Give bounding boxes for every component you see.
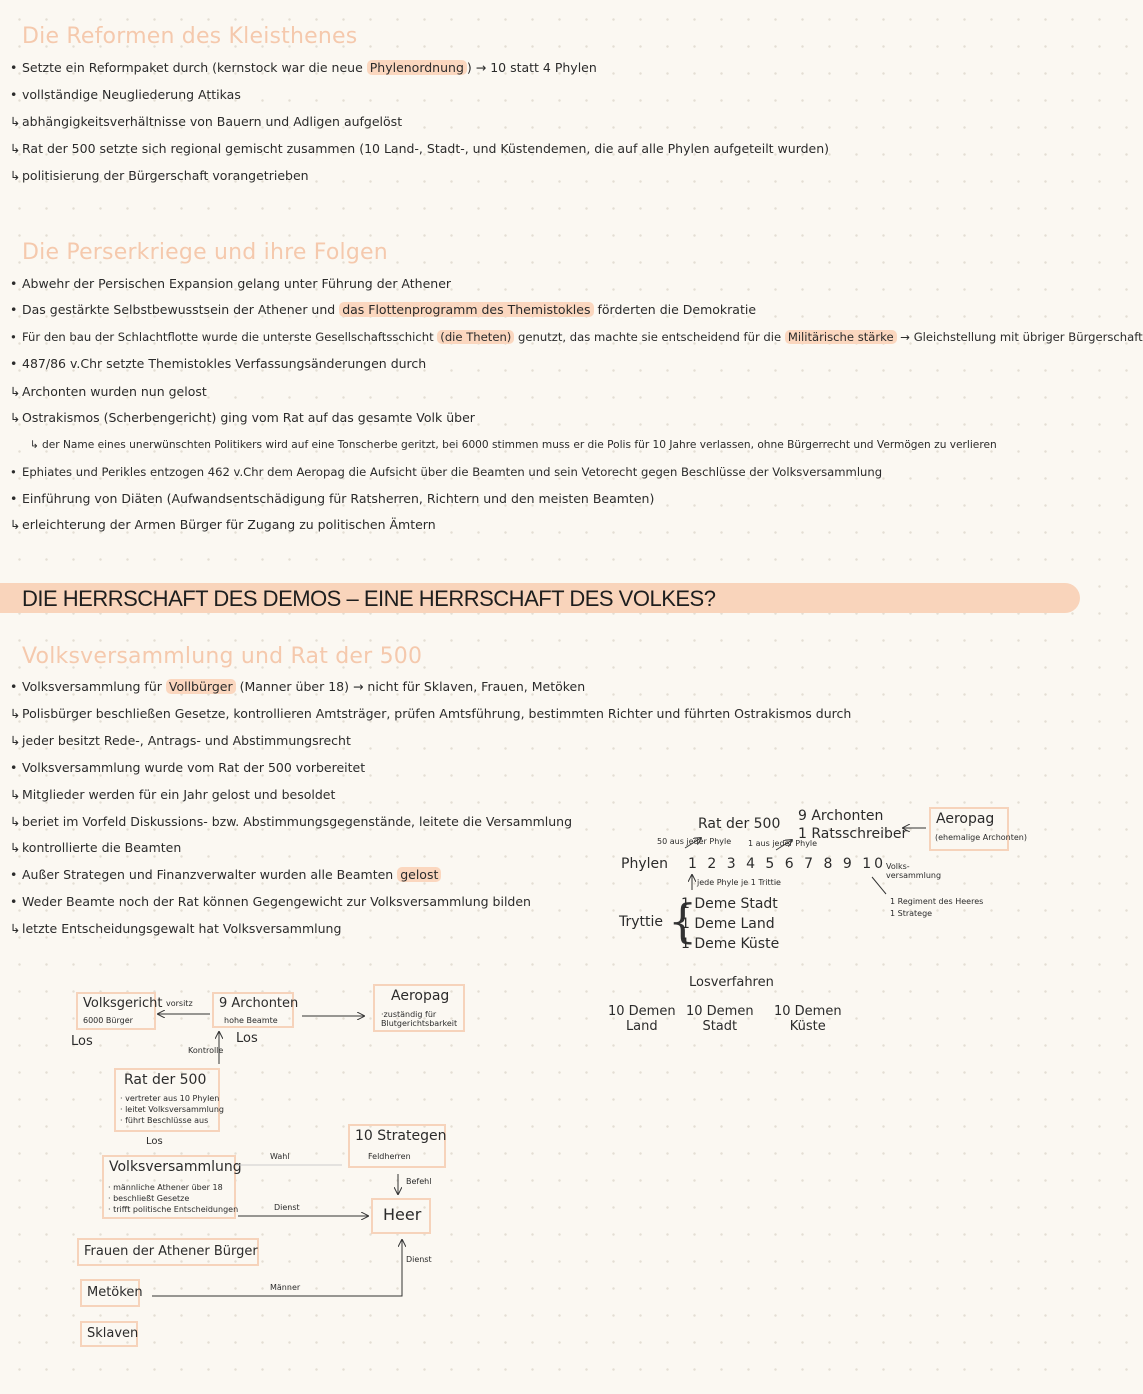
section-heading-perserkriege: Die Perserkriege und ihre Folgen [22,240,388,265]
deme-kueste: 1 Deme Küste [681,936,780,952]
losverfahren-label: Losverfahren [689,975,774,990]
dienst-label: Dienst [406,1255,432,1264]
list-item: ↳ letzte Entscheidungsgewalt hat Volksversammlung [10,921,342,936]
phylen-numbers: 1 2 3 4 5 6 7 8 9 10 [688,856,887,872]
vv-sub-1: · männliche Athener über 18 [108,1183,223,1192]
list-item: ↳ Polisbürger beschließen Gesetze, kontrollieren Amtsträger, prüfen Amtsführung, bestimmten Richter und führten Ostrakismos durch [10,706,852,721]
heer-label: Heer [383,1205,422,1224]
list-item: ↳ beriet im Vorfeld Diskussions- bzw. Abstimmungsgegenstände, leitete die Versammlung [10,814,573,829]
list-item: ↳ erleichterung der Armen Bürger für Zugang zu politischen Ämtern [10,517,436,532]
trittie-label: Tryttie [619,914,664,930]
rat-label: Rat der 500 [124,1072,207,1088]
list-item: ↳ politisierung der Bürgerschaft vorangetrieben [10,168,309,183]
maenner-label: Männer [270,1283,301,1292]
list-item: ↳ Ostrakismos (Scherbengericht) ging vom Rat auf das gesamte Volk über [10,410,475,425]
phylen-jede-note: jede Phyle je 1 Trittie [697,878,781,887]
phylen-label: Phylen [621,856,668,872]
section-heading-volksversammlung: Volksversammlung und Rat der 500 [22,644,423,669]
befehl-label: Befehl [406,1177,432,1186]
list-item: • Abwehr der Persischen Expansion gelang unter Führung der Athener [10,276,452,291]
demen-kueste: 10 Demen Küste [774,1004,842,1034]
phylen-fifty-note: 50 aus jeder Phyle [657,837,732,846]
dienst-label: Dienst [274,1203,300,1212]
phylen-rat-label: Rat der 500 [698,816,781,832]
rat-sub-2: · leitet Volksversammlung [120,1105,225,1114]
archonten-label: 9 Archonten [219,996,299,1011]
phylen-ratsschreiber-label: 1 Ratsschreiber [798,826,908,842]
aeropag-sub: ·zuständig für Blutgerichtsbarkeit [381,1010,458,1028]
list-item: ↳ abhängigkeitsverhältnisse von Bauern und Adligen aufgelöst [10,114,403,129]
demen-stadt: 10 Demen Stadt [686,1004,754,1034]
volksgericht-sub: 6000 Bürger [83,1016,133,1025]
vv-sub-2: · beschließt Gesetze [108,1194,190,1203]
volksgericht-label: Volksgericht [83,996,163,1011]
wahl-label: Wahl [270,1152,290,1161]
list-item: • Außer Strategen und Finanzverwalter wurden alle Beamten gelost [10,867,441,883]
deme-land: 1 Deme Land [681,916,775,932]
los-label: Los [236,1031,258,1046]
list-item: • 487/86 v.Chr setzte Themistokles Verfassungsänderungen durch [10,356,427,371]
list-item: • Setzte ein Reformpaket durch (kernstock war die neue Phylenordnung ) → 10 statt 4 Phylen [10,60,597,75]
phylen-regiment-note: 1 Regiment des Heeres [890,897,984,906]
vorsitz-label: vorsitz [166,999,193,1008]
phylen-aeropag-sub: (ehemalige Archonten) [935,833,1027,842]
volksversammlung-label: Volksversammlung [109,1159,242,1175]
phylen-one-each-note: 1 aus jeder Phyle [748,839,818,848]
list-item: • Ephiates und Perikles entzogen 462 v.Chr dem Aeropag die Aufsicht über die Beamten und sein Vetorecht gegen Beschlüsse der Volksversammlung [10,465,883,479]
los-label: Los [146,1136,163,1147]
phylen-aeropag-label: Aeropag [936,811,995,827]
los-label: Los [71,1034,93,1049]
archonten-sub: hohe Beamte [224,1016,278,1025]
deme-stadt: 1 Deme Stadt [681,896,778,912]
list-item: • Das gestärkte Selbstbewusstsein der Athener und das Flottenprogramm des Themistokles förderten die Demokratie [10,302,757,317]
banner-title: DIE HERRSCHAFT DES DEMOS – EINE HERRSCHAFT DES VOLKES? [22,586,716,611]
list-item: ↳ jeder besitzt Rede-, Antrags- und Abstimmungsrecht [10,733,351,748]
aeropag-label: Aeropag [391,988,450,1004]
list-item: • Volksversammlung für Vollbürger (Manner über 18) → nicht für Sklaven, Frauen, Metöken [10,679,586,694]
frauen-label: Frauen der Athener Bürger [84,1244,258,1259]
list-item: ↳ kontrollierte die Beamten [10,840,182,855]
kontrolle-label: Kontrolle [188,1046,224,1055]
list-item: • Weder Beamte noch der Rat können Gegengewicht zur Volksversammlung bilden [10,894,531,909]
sklaven-label: Sklaven [87,1326,139,1341]
metoeken-label: Metöken [87,1285,143,1300]
list-item: • Volksversammlung wurde vom Rat der 500 vorbereitet [10,760,366,775]
list-item: • Für den bau der Schlachtflotte wurde die unterste Gesellschaftsschicht (die Theten) genutzt, das machte sie entscheidend für die Militärische stärke → Gleichstellung mit übriger Bürgerschaft [10,330,1143,344]
list-item: • vollständige Neugliederung Attikas [10,87,241,102]
strategen-sub: Feldherren [368,1152,411,1161]
list-item: • Einführung von Diäten (Aufwandsentschädigung für Ratsherren, Richtern und den meisten Beamten) [10,491,655,506]
arrow-1-phyle [776,840,792,850]
strategen-label: 10 Strategen [355,1128,447,1144]
line-volksv-stratege [872,877,886,894]
arrow-50-phyle [685,838,701,848]
rat-sub-1: · vertreter aus 10 Phylen [120,1094,220,1103]
phylen-archonten-label: 9 Archonten [798,808,884,824]
list-item: ↳ Rat der 500 setzte sich regional gemischt zusammen (10 Land-, Stadt-, und Küstendemen, die auf alle Phylen aufgeteilt wurden) [10,141,830,156]
phylen-stratege-note: 1 Stratege [890,909,933,918]
list-item: ↳ Archonten wurden nun gelost [10,384,207,399]
list-item: ↳ der Name eines unerwünschten Politikers wird auf eine Tonscherbe geritzt, bei 6000 stimmen muss er die Polis für 10 Jahre verlassen, ohne Bürgerrecht und Vermögen zu verlieren [30,439,997,451]
vv-sub-3: · trifft politische Entscheidungen [108,1205,239,1214]
list-item: ↳ Mitglieder werden für ein Jahr gelost und besoldet [10,787,336,802]
arrow-metoeken-heer [152,1240,402,1296]
phylen-volksversammlung-note: Volks-versammlung [886,862,942,880]
section-heading-kleisthenes: Die Reformen des Kleisthenes [22,24,358,49]
trittie-brace-icon: { [668,894,698,948]
demen-land: 10 Demen Land [608,1004,676,1034]
rat-sub-3: · führt Beschlüsse aus [120,1116,209,1125]
